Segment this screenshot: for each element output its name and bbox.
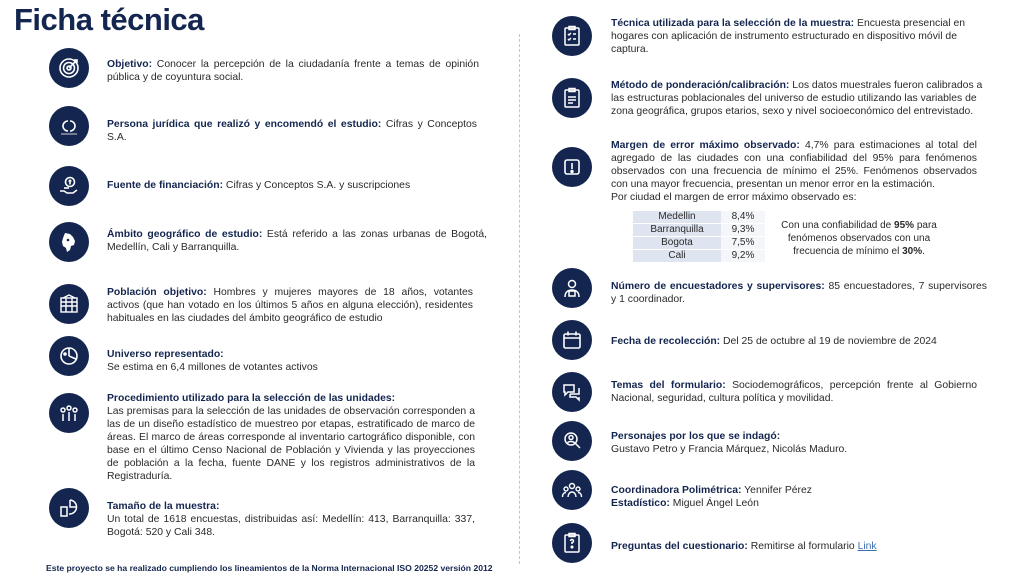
ambito-geografico-text: Está referido a las zonas urbanas de Bogotá, Medellín, Cali y Barranquilla.: [107, 229, 487, 253]
margin-by-city-table: [633, 211, 765, 262]
preguntas-text: Remitirse al formulario: [747, 541, 858, 552]
margen-error-label: Margen de error máximo observado:: [611, 140, 800, 151]
footer-note: Este proyecto se ha realizado cumpliendo los lineamientos de la Norma Internacional ISO 20252 versión 2012: [46, 563, 493, 573]
fecha-recoleccion-label: Fecha de recolección:: [611, 336, 721, 347]
table-row: [633, 211, 765, 224]
encuestadores-label: Número de encuestadores y supervisores:: [611, 281, 825, 292]
personajes-label: Personajes por los que se indagó:: [611, 431, 781, 442]
pie-chart-icon: [49, 336, 89, 376]
column-divider: [519, 34, 520, 564]
ponderacion-label: Método de ponderación/calibración:: [611, 80, 790, 91]
margin-note-text: .: [922, 246, 925, 257]
alert-icon: [552, 147, 592, 187]
ambito-geografico-label: Ámbito geográfico de estudio:: [107, 229, 263, 240]
procedimiento-text: Las premisas para la selección de las unidades de observación corresponden a las de un diseño estadístico de muestreo por etapas, estratificado de marco de áreas. El marco de áreas corresponde al inventario cartográfico disponible, con base en el último Censo Nacional de Población y Vivienda y las proyecciones de población a la fecha, fuente DANE y los registros administrativos de la Registraduría.: [107, 406, 475, 482]
poblacion-objetivo-label: Población objetivo:: [107, 287, 207, 298]
fuente-financiacion-text: Cifras y Conceptos S.A. y suscripciones: [223, 180, 411, 191]
city-cell: Bogota: [633, 237, 721, 250]
tecnica-text: Encuesta presencial en hogares con aplicación de instrumento estructurado en dispositivo móvil de captura.: [611, 18, 966, 55]
formulario-link[interactable]: Link: [857, 541, 877, 552]
margin-cell: 9,2%: [721, 250, 765, 263]
poblacion-objetivo-text: Hombres y mujeres mayores de 18 años, votantes activos (que han votado en los últimos 5 años en alguna elección), residentes habituales en las ciudades del ámbito geográfico de estudio: [107, 287, 473, 324]
coordinadora-label: Coordinadora Polimétrica:: [611, 485, 742, 496]
city-cell: Cali: [633, 250, 721, 263]
tamano-muestra-label: Tamaño de la muestra:: [107, 501, 220, 512]
universo-label: Universo representado:: [107, 349, 224, 360]
procedimiento-label: Procedimiento utilizado para la selección de las unidades:: [107, 393, 396, 404]
buildings-icon: [49, 284, 89, 324]
cifras-conceptos-logo-icon: [49, 106, 89, 146]
table-row: [633, 237, 765, 250]
table-row: [633, 250, 765, 263]
clipboard-check-icon: [552, 78, 592, 118]
table-row: [633, 224, 765, 237]
clipboard-checklist-icon: [552, 16, 592, 56]
sample-chart-icon: [49, 488, 89, 528]
tamano-muestra-text: Un total de 1618 encuestas, distribuidas así: Medellín: 413, Barranquilla: 337, Bogotá: 520 y Cali 348.: [107, 514, 475, 538]
universo-text: Se estima en 6,4 millones de votantes activos: [107, 362, 318, 373]
target-icon: [49, 48, 89, 88]
margin-note: [775, 219, 943, 258]
temas-formulario-label: Temas del formulario:: [611, 380, 726, 391]
tecnica-label: Técnica utilizada para la selección de la muestra:: [611, 18, 855, 29]
estadistico-text: Miguel Ángel León: [669, 498, 759, 509]
preguntas-label: Preguntas del cuestionario:: [611, 541, 748, 552]
coordinadora-text: Yennifer Pérez: [741, 485, 812, 496]
objetivo-label: Objetivo:: [107, 59, 153, 70]
margin-cell: 8,4%: [721, 211, 765, 224]
margin-note-text: Con una confiabilidad de: [781, 220, 895, 231]
city-cell: Medellin: [633, 211, 721, 224]
encuestadores-text: 85 encuestadores, 7 supervisores y 1 coordinador.: [611, 281, 988, 305]
team-icon: [552, 470, 592, 510]
margen-error-subtitle: Por ciudad el margen de error máximo observado es:: [611, 192, 857, 203]
city-cell: Barranquilla: [633, 224, 721, 237]
fecha-recoleccion-text: Del 25 de octubre al 19 de noviembre de 2024: [720, 336, 937, 347]
margin-note-text: para fenómenos observados con una frecuencia de mínimo el: [787, 220, 937, 257]
objetivo-text: Conocer la percepción de la ciudadanía frente a temas de opinión pública y de coyuntura social.: [107, 59, 479, 83]
colombia-map-icon: [49, 222, 89, 262]
margin-note-frequency: 30%: [902, 246, 923, 257]
persona-juridica-text: Cifras y Conceptos S.A.: [107, 119, 477, 143]
chat-bubbles-icon: [552, 372, 592, 412]
ponderacion-text: Los datos muestrales fueron calibrados a las estructuras poblacionales del universo de estudio utilizando las variables de zona geográfica, grupos etarios, sexo y nivel socioeconómico del entrevistado.: [611, 80, 983, 117]
margen-error-text: 4,7% para estimaciones al total del agregado de las ciudades con una confiabilidad del 95% para fenómenos observados con una frecuencia de mínimo el 25%. Fenómenos observados con una mayor frecuencia, presentan un menor error en la estimación.: [611, 140, 977, 190]
page-title: Ficha técnica: [14, 2, 204, 37]
person-search-icon: [552, 421, 592, 461]
interviewer-icon: [552, 268, 592, 308]
margin-note-confidence: 95%: [894, 220, 915, 231]
calendar-icon: [552, 320, 592, 360]
temas-formulario-text: Sociodemográficos, percepción frente al Gobierno Nacional, seguridad, cultura política y movilidad.: [611, 380, 978, 404]
people-chart-icon: [49, 393, 89, 433]
margin-cell: 7,5%: [721, 237, 765, 250]
persona-juridica-label: Persona jurídica que realizó y encomendó el estudio:: [107, 119, 382, 130]
personajes-text: Gustavo Petro y Francia Márquez, Nicolás Maduro.: [611, 444, 848, 455]
money-hand-icon: [49, 166, 89, 206]
estadistico-label: Estadístico:: [611, 498, 670, 509]
questionnaire-icon: [552, 523, 592, 563]
fuente-financiacion-label: Fuente de financiación:: [107, 180, 224, 191]
margin-cell: 9,3%: [721, 224, 765, 237]
